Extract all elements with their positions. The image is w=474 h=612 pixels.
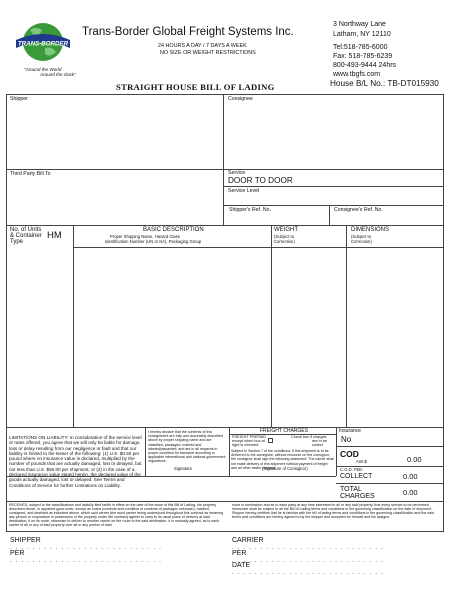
- address-line-1: 3 Northway Lane: [333, 21, 386, 28]
- weight-sub-1: (Subject to: [274, 234, 295, 239]
- document-title: STRAIGHT HOUSE BILL OF LADING: [116, 82, 275, 92]
- freight-collect-1: Check box if charges: [291, 435, 327, 439]
- divider: [6, 225, 444, 226]
- house-bl-label-text: House B/L No.:: [330, 79, 386, 88]
- logo-text: TRANS-BORDER: [17, 40, 69, 48]
- divider: [329, 205, 330, 225]
- divider: [6, 501, 444, 502]
- cod-fee-label: C.O.D. FEE:: [340, 467, 364, 472]
- divider: [223, 205, 444, 206]
- weight-label: WEIGHT: [274, 227, 298, 233]
- cod-fee-amount: 0.00: [403, 472, 418, 481]
- dims-sub-2: Correction): [351, 239, 372, 244]
- date-line[interactable]: . . . . . . . . . . . . . . . . . . . . . . . . . . .: [232, 570, 384, 576]
- footer-carrier: CARRIER: [232, 537, 264, 544]
- divider: [6, 427, 444, 428]
- section7-text: Subject to Section 7 of the conditions, if this shipment is to be delivered to the consignee, without recourse on the consignor, the consignor shall sign the following statement: The carrier shall not make delivery of this shipment without payment of freight and all other lawful charges.: [231, 449, 335, 470]
- house-bl-number: TB-DT015930: [387, 79, 439, 88]
- units-label-2: & Container: [10, 233, 42, 239]
- footer-per-left: PER: [10, 550, 25, 557]
- phone-24h: 800-493-9444 24hrs: [333, 62, 397, 69]
- website: www.tbgfs.com: [333, 71, 381, 78]
- desc-sub-1: Proper Shipping Name, Hazard Class: [110, 234, 180, 239]
- freight-prepaid-1: FREIGHT PREPAID: [232, 435, 267, 439]
- dims-label: DIMENSIONS: [351, 227, 390, 233]
- dims-sub-1: (Subject to: [351, 234, 372, 239]
- units-value: HM: [47, 230, 62, 241]
- freight-collect-3: collect: [312, 443, 323, 447]
- tagline-1: "Around the World: [24, 67, 62, 72]
- collect-checkbox[interactable]: [268, 438, 273, 443]
- total-amount: 0.00: [403, 488, 418, 497]
- company-hours: 24 HOURS A DAY / 7 DAYS A WEEK: [158, 43, 247, 49]
- consignee-label: Consignee: [228, 96, 253, 102]
- terms-left: RECEIVED, subject to the classifications and lawfully filed tariffs in effect on the date of the issue of this Bill of Lading, the property described above, in apparent good order, except as noted (contents and condition of contents of packages unknown), marked, consigned, and destined as indicated above, which said carrier (the word carrier being understood throughout this contract as meaning any person or corporation in possession of the property under the contract) agrees to carry to its usual place of delivery at said destination, if on its route, otherwise to deliver to another carrier on the route to the said destination. It is mutually agreed, as to each carrier of all or any of said property over all or any portion of said: [9, 503, 223, 528]
- service-level-label: Service Level: [228, 188, 260, 194]
- house-bl-label: [330, 80, 439, 88]
- freight-prepaid-3: right is checked: [232, 443, 259, 447]
- freight-title: FREIGHT CHARGES: [260, 428, 308, 434]
- divider: [6, 169, 444, 170]
- consignor-signature-label: (Signature of Consignor): [262, 466, 308, 471]
- tel: Tel:518-785-6000: [333, 44, 388, 51]
- fax: Fax: 518-785-6239: [333, 53, 393, 60]
- per-right-line[interactable]: . . . . . . . . . . . . . . . . . . . . . . . . . . .: [232, 558, 384, 564]
- weight-sub-2: Correction): [274, 239, 295, 244]
- divider: [145, 427, 146, 476]
- divider: [73, 247, 444, 248]
- divider: [336, 446, 444, 447]
- freight-prepaid-2: except when box at: [232, 439, 265, 443]
- company-restrictions: NO SIZE OR WEIGHT RESTRICTIONS: [160, 50, 256, 56]
- tagline-2: Around the clock": [40, 72, 76, 77]
- freight-collect-2: are to be: [312, 439, 327, 443]
- shipper-signature-line[interactable]: . . . . . . . . . . . . . . . . . . . . . . . . . . .: [10, 545, 162, 551]
- third-party-label: Third Party Bill To: [10, 171, 51, 177]
- service-value: DOOR TO DOOR: [228, 176, 293, 185]
- cod-fee-value: COLLECT: [340, 473, 373, 480]
- divider: [223, 186, 444, 187]
- insurance-label: Insurance: [339, 428, 361, 434]
- desc-sub-2: Identification Number (UN or NA), Packaging Group: [105, 239, 202, 244]
- divider: [346, 225, 347, 427]
- consignee-ref-label: Consignee's Ref. No.: [334, 207, 383, 213]
- divider: [73, 225, 74, 427]
- cod-amt-label: Amt:$: [356, 459, 367, 464]
- shipper-ref-label: Shipper's Ref. No.: [229, 207, 271, 213]
- per-left-line[interactable]: . . . . . . . . . . . . . . . . . . . . . . . . . . .: [10, 558, 162, 564]
- divider: [6, 476, 336, 477]
- address-line-2: Latham, NY 12110: [333, 31, 391, 38]
- divider: [271, 225, 272, 427]
- desc-label: BASIC DESCRIPTION: [143, 227, 204, 233]
- company-name: Trans-Border Global Freight Systems Inc.: [82, 26, 294, 38]
- liability-text: LIMITATIONS ON LIABILITY: In consideration of the service level or rates offered, you agree that we will only be liable for damage, loss or delay resulting from our negligence or fault and that our liability is limited to the lesser of the following: (1) U.S. $0.50 per pound where no insurance value is declared, multiplied by the number of pounds that are actually damaged, lost or delayed, but not less than U.S. $50.00 per shipment; or (2) in the case of a declared insurance value stated herein, the declared value of the goods actually damaged, lost or delayed. See Terms and Conditions of Service for further Limitations on Liability.: [9, 435, 142, 488]
- units-label-1: No. of Units: [10, 227, 42, 233]
- cod-label: COD: [340, 449, 359, 459]
- certify-text: I hereby declare that the contents of this consignment are fully and accurately described above by proper shipping name and are classified, packaged, marked and labeled/placarded, and are in all respects in proper condition for transport according to applicable international and national government regulations.: [148, 430, 226, 464]
- terms-right: route to destination and as to each party at any time interested in all or any said property, that every service to be performed hereunder shall be subject to all the Bill of Lading terms and conditions in the governing classification on the date of shipment. Shipper hereby certifies that he is familiar with the bill of lading terms and conditions in the governing classification and the said terms and conditions are hereby agreed to by the shipper and accepted for himself and his assigns.: [232, 503, 434, 520]
- insurance-value: No: [341, 435, 352, 444]
- shipper-label: Shipper: [10, 96, 28, 102]
- divider: [336, 427, 337, 476]
- cod-amount: 0.00: [407, 455, 422, 464]
- units-label-3: Type: [10, 239, 24, 245]
- service-label: Service: [228, 170, 246, 176]
- carrier-signature-line[interactable]: . . . . . . . . . . . . . . . . . . . . . . . . . . .: [232, 545, 384, 551]
- total-label-1: TOTAL: [340, 486, 362, 493]
- total-label-2: CHARGES: [340, 493, 375, 500]
- footer-shipper: SHIPPER: [10, 537, 41, 544]
- footer-date: DATE: [232, 562, 251, 569]
- globe-logo-icon: [12, 18, 74, 68]
- divider: [336, 483, 444, 484]
- certify-signature-label: Signature: [174, 466, 192, 471]
- footer-per-right: PER: [232, 550, 247, 557]
